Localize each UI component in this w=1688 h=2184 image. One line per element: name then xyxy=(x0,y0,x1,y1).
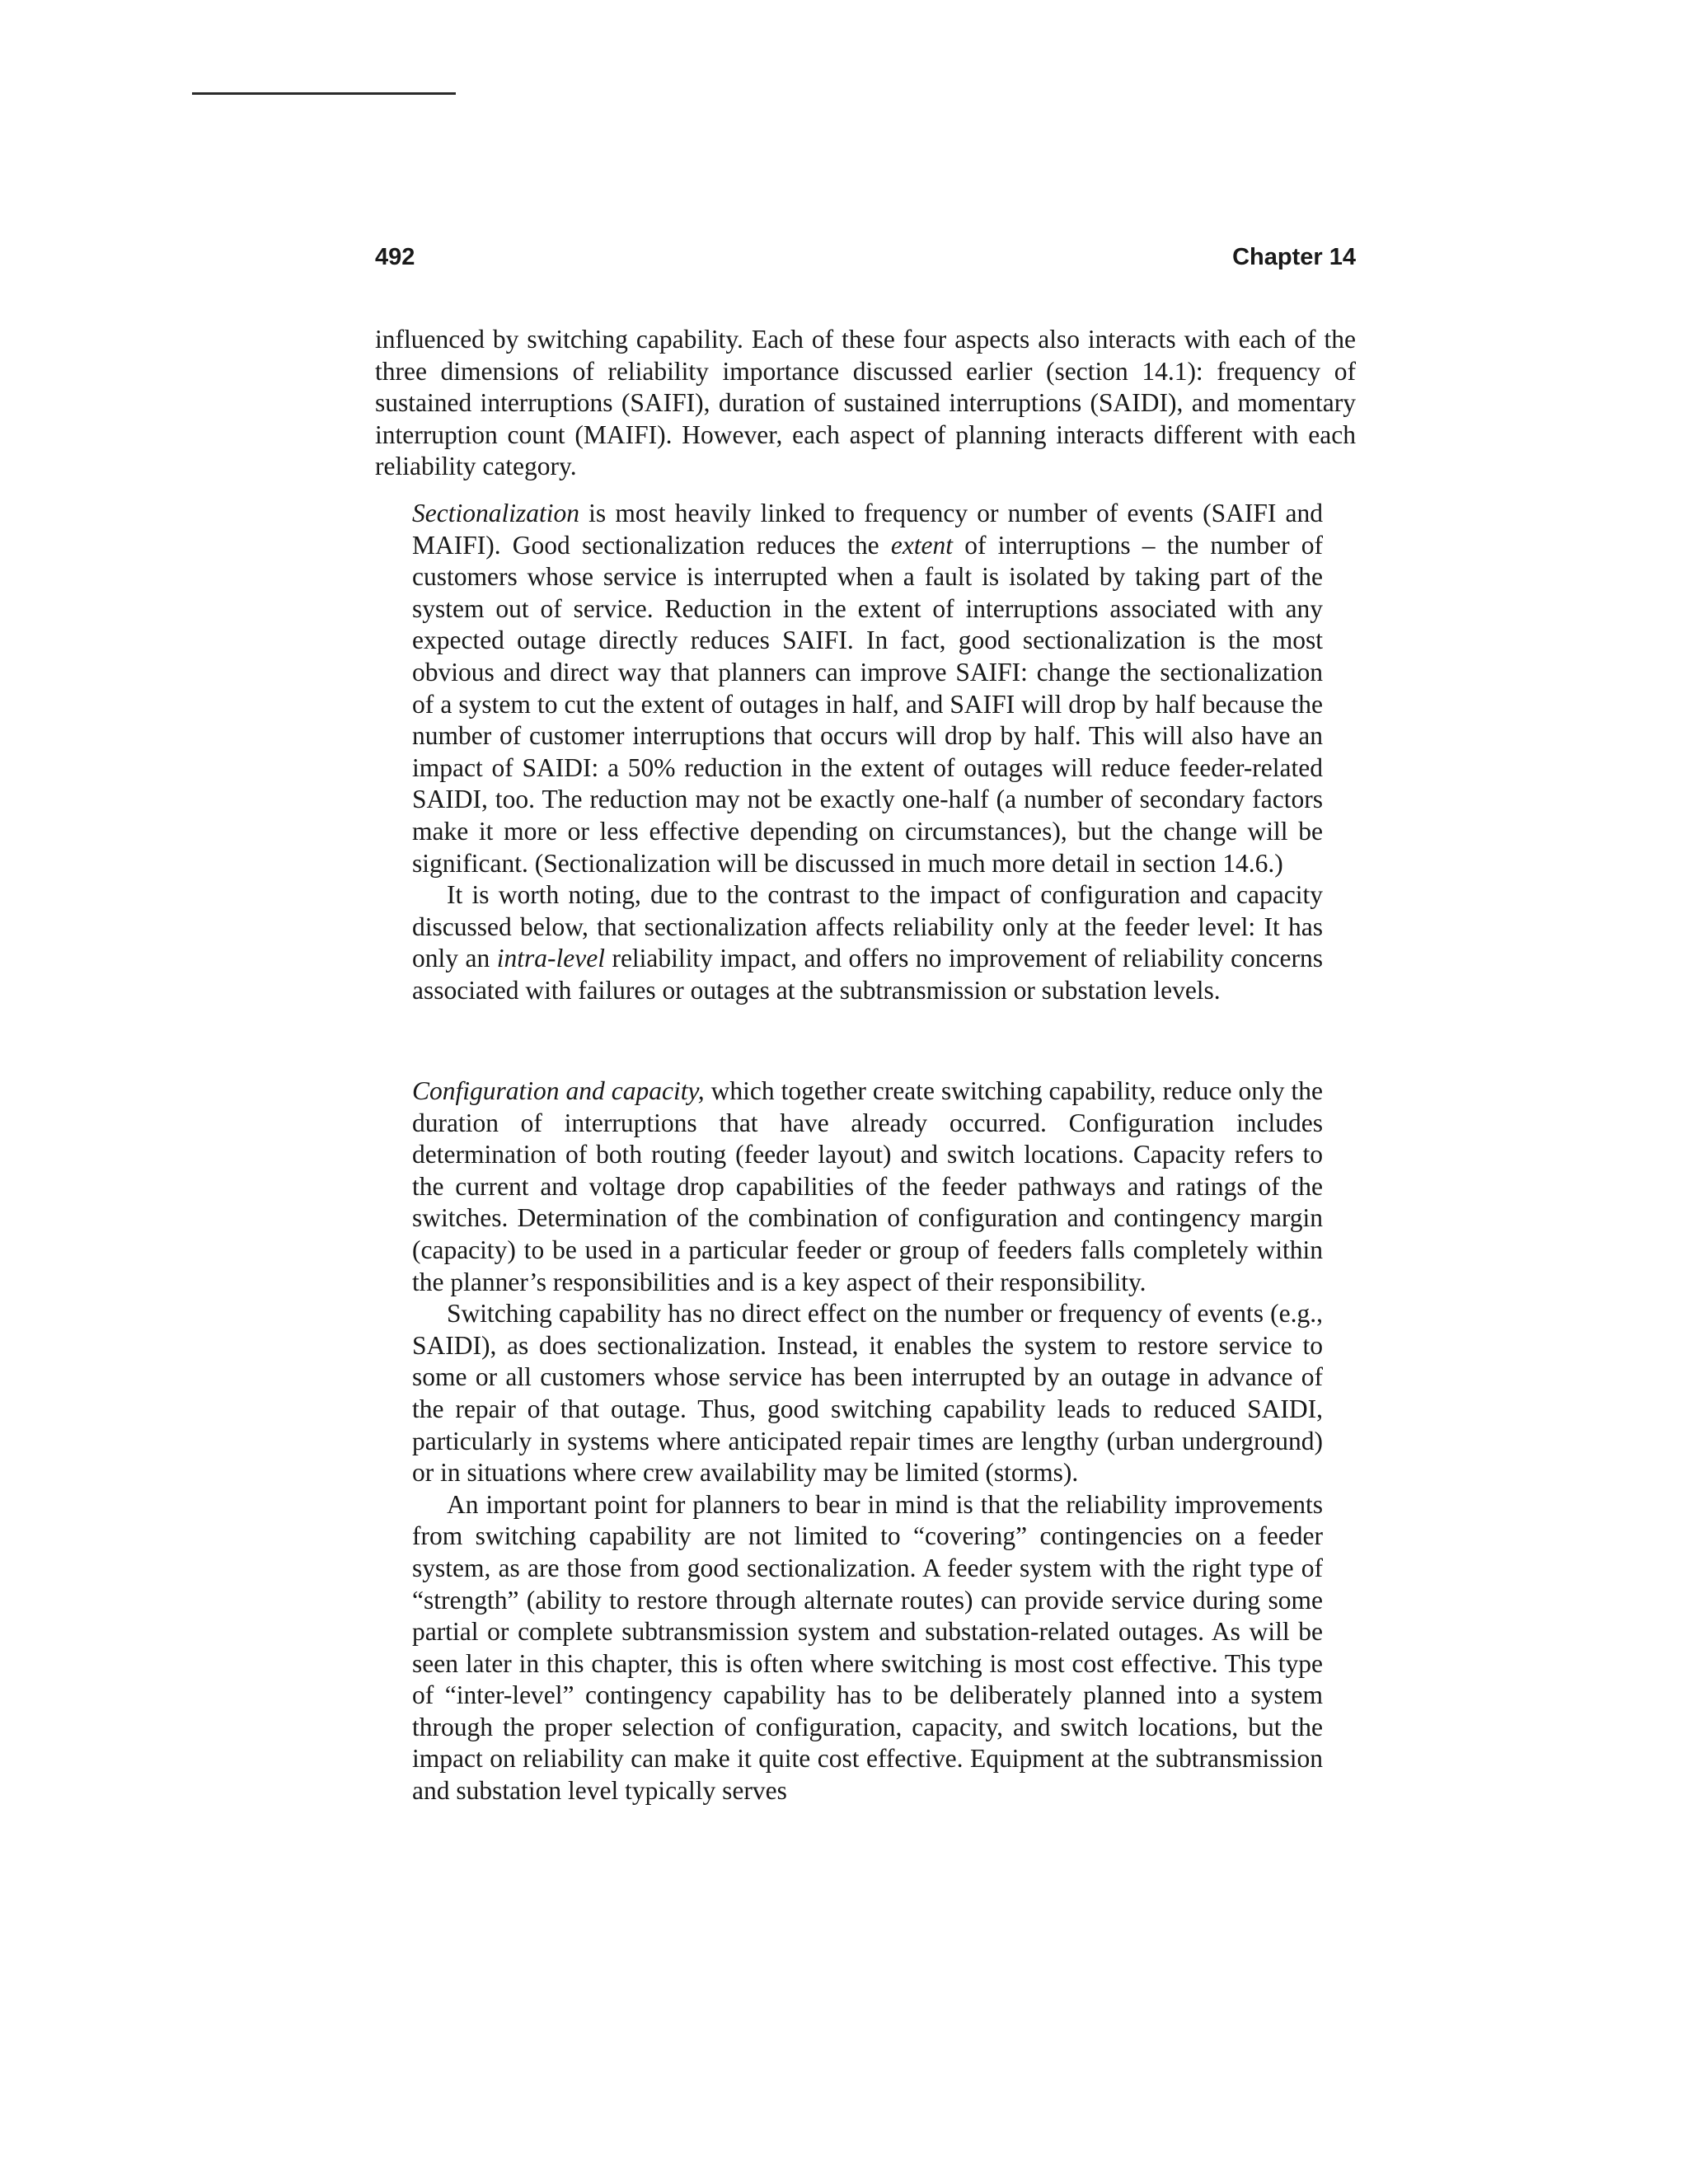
sectionalization-paragraph-1 xyxy=(412,498,1323,879)
top-rule xyxy=(192,92,456,95)
extent-emphasis: extent xyxy=(890,530,954,560)
configuration-term: Configuration and capacity, xyxy=(412,1076,705,1105)
sectionalization-text-a: is most heavily linked to frequency or number of events (SAIFI and MAIFI). Good sectionalization reduces the xyxy=(412,499,1323,560)
configuration-paragraph-1 xyxy=(412,1076,1323,1298)
chapter-label: Chapter 14 xyxy=(1232,244,1356,270)
sectionalization-section xyxy=(412,498,1323,1007)
running-head xyxy=(375,244,1356,277)
intra-level-emphasis: intra-level xyxy=(496,944,605,973)
page-number: 492 xyxy=(375,244,415,270)
sectionalization-term: Sectionalization xyxy=(412,499,579,527)
sectionalization-paragraph-2 xyxy=(412,879,1323,1006)
sectionalization-p2-text-b: reliability impact, and offers no improvement of reliability concerns associated with failures or outages at the subtransmission or substation levels. xyxy=(412,944,1324,1005)
intro-text: influenced by switching capability. Each of these four aspects also interacts with each of the three dimensions of reliability importance discussed earlier (section 14.1): frequency of sustained interruptions (SAIFI), duration of sustained interruptions (SAIDI), and momentary interruption count (MAIFI). However, each aspect of planning interacts different with each reliability category. xyxy=(375,325,1356,481)
intro-paragraph xyxy=(375,324,1356,483)
configuration-section xyxy=(412,1076,1323,1807)
switching-paragraph: Switching capability has no direct effect on the number or frequency of events (e.g., SAIDI), as does sectionalization. Instead, it enables the system to restore service to some or all customers whose service has been interrupted by an outage in advance of the repair of that outage. Thus, good switching capability leads to reduced SAIDI, particularly in systems where anticipated repair times are lengthy (urban underground) or in situations where crew availability may be limited (storms). xyxy=(412,1299,1323,1488)
important-point-paragraph: An important point for planners to bear in mind is that the reliability improvements from switching capability are not limited to “covering” contingencies on a feeder system, as are those from good sectionalization. A feeder system with the right type of “strength” (ability to restore through alternate routes) can provide service during some partial or complete subtransmission system and substation-related outages. As will be seen later in this chapter, this is often where switching is most cost effective. This type of “inter-level” contingency capability has to be deliberately planned into a system through the proper selection of configuration, capacity, and switch locations, but the impact on reliability can make it quite cost effective. Equipment at the subtransmission and substation level typically serves xyxy=(412,1489,1323,1806)
sectionalization-text-b: of interruptions – the number of customers whose service is interrupted when a fault is isolated by taking part of the system out of service. Reduction in the extent of interruptions associated with any expected outage directly reduces SAIFI. In fact, good sectionalization is the most obvious and direct way that planners can improve SAIFI: change the sectionalization of a system to cut the extent of outages in half, and SAIFI will drop by half because the number of customer interruptions that occurs will drop by half. This will also have an impact of SAIDI: a 50% reduction in the extent of outages will reduce feeder-related SAIDI, too. The reduction may not be exactly one-half (a number of secondary factors make it more or less effective depending on circumstances), but the change will be significant. (Sectionalization will be discussed in much more detail in section 14.6.) xyxy=(412,530,1323,878)
configuration-text: which together create switching capability, reduce only the duration of interruptions that have already occurred. Configuration includes determination of both routing (feeder layout) and switch locations. Capacity refers to the current and voltage drop capabilities of the feeder pathways and ratings of the switches. Determination of the combination of configuration and contingency margin (capacity) to be used in a particular feeder or group of feeders falls completely within the planner’s responsibilities and is a key aspect of their responsibility. xyxy=(412,1076,1323,1296)
sectionalization-p2-text-a: It is worth noting, due to the contrast to the impact of configuration and capacity discussed below, that sectionalization affects reliability only at the feeder level: It has only an xyxy=(412,880,1323,973)
